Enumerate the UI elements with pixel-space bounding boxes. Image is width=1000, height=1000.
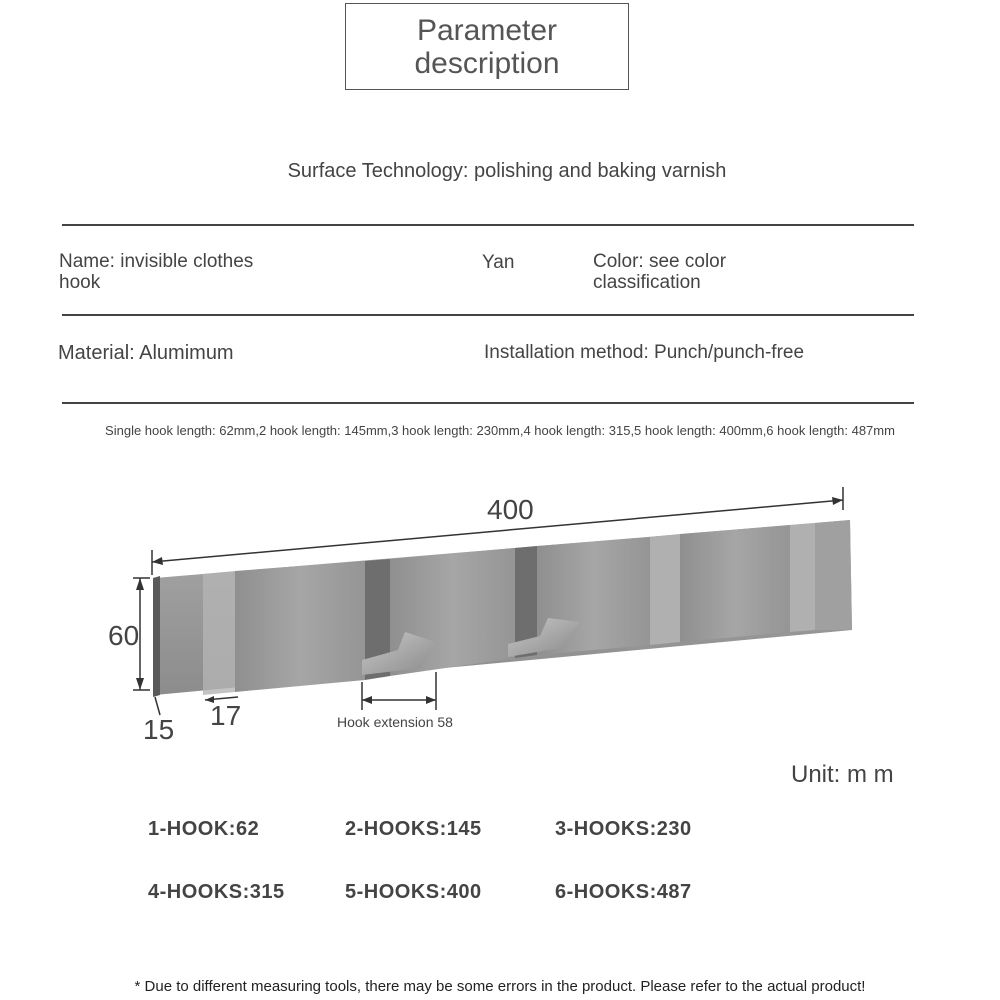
depth-label: 15 [143, 714, 175, 745]
rack-bar-end [153, 576, 160, 697]
title-box [345, 3, 629, 90]
hook-extension-label: Hook extension 58 [337, 714, 453, 730]
brand-spec: Yan [482, 252, 515, 273]
height-label: 60 [108, 620, 140, 651]
hook-size-item: 5-HOOKS:400 [345, 881, 482, 903]
disclaimer-footnote: * Due to different measuring tools, there may be some errors in the product. Please refer to the actual product! [134, 978, 866, 995]
arrow-head [136, 678, 144, 690]
length-label: 400 [487, 494, 534, 525]
rack-segment [815, 520, 852, 630]
installation-spec: Installation method: Punch/punch-free [484, 342, 805, 363]
hook-size-item: 3-HOOKS:230 [555, 818, 692, 840]
hook-lengths-text: Single hook length: 62mm,2 hook length: 145mm,3 hook length: 230mm,4 hook length: 315,5 hook length: 400mm,6 hook length: 487mm [105, 423, 895, 438]
page-title: Parameter description [414, 13, 560, 80]
rack-segment [790, 523, 815, 632]
rack-panel [680, 525, 790, 642]
arrow-head [832, 497, 843, 505]
arrow-head [152, 557, 163, 565]
divider-line [62, 224, 914, 226]
rack-panel [235, 561, 365, 692]
divider-line [62, 314, 914, 316]
arrow-head [426, 696, 436, 704]
unit-label: Unit: m m [791, 761, 894, 788]
hook-size-item: 2-HOOKS:145 [345, 818, 482, 840]
arrow-head [136, 578, 144, 590]
color-spec: Color: see color classification [593, 251, 727, 293]
hook-size-item: 1-HOOK:62 [148, 818, 260, 840]
depth-dimension-line [155, 697, 160, 715]
rack-segment [650, 534, 680, 645]
surface-technology-text: Surface Technology: polishing and baking varnish [287, 160, 727, 182]
hook-size-item: 6-HOOKS:487 [555, 881, 692, 903]
rack-segment [203, 571, 235, 695]
divider-line [62, 402, 914, 404]
name-spec: Name: invisible clothes hook [59, 251, 254, 293]
spacing-label: 17 [210, 700, 242, 731]
material-spec: Material: Alumimum [58, 342, 234, 364]
hook-size-item: 4-HOOKS:315 [148, 881, 285, 903]
arrow-head [362, 696, 372, 704]
